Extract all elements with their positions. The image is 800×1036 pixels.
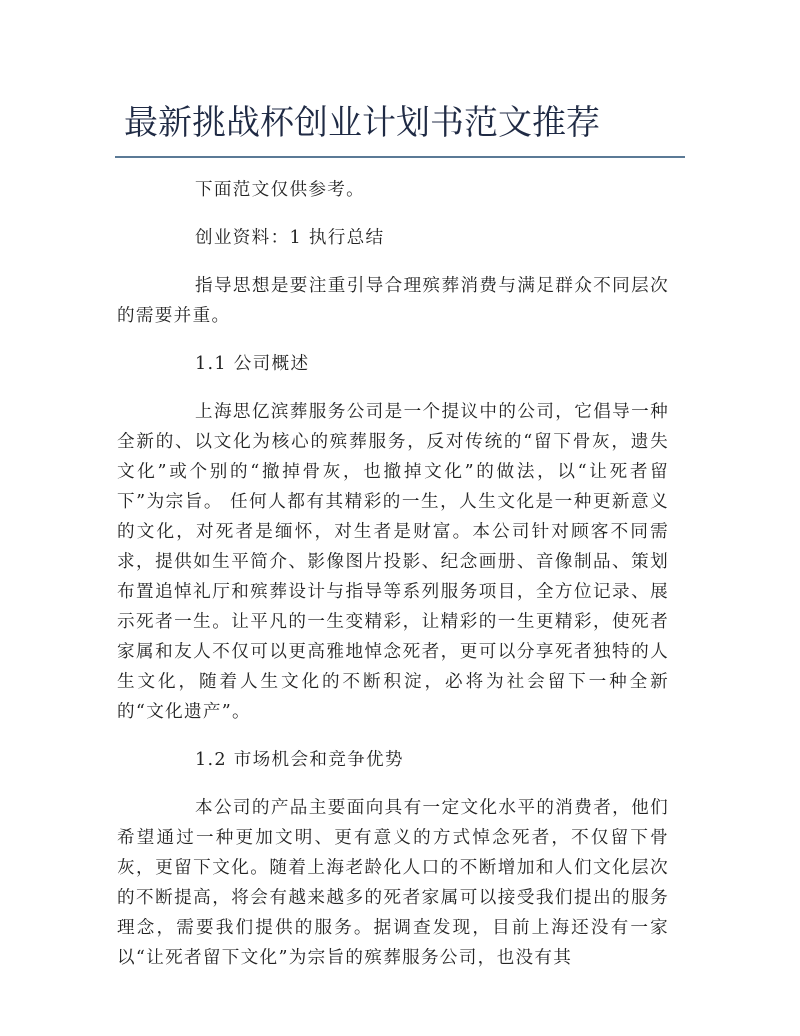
section-heading-market-opportunity: 1.2 市场机会和竞争优势 <box>195 750 404 770</box>
section-heading-executive-summary: 创业资料：1 执行总结 <box>195 228 385 248</box>
document-body <box>117 175 669 991</box>
title-divider <box>115 156 685 158</box>
paragraph-guiding-idea: 指导思想是要注重引导合理殡葬消费与满足群众不同层次的需要并重。 <box>117 276 669 326</box>
paragraph-company-overview: 上海思亿滨葬服务公司是一个提议中的公司，它倡导一种全新的、以文化为核心的殡葬服务，反对传统的“留下骨灰，遗失文化”或个别的“撤掉骨灰，也撤掉文化”的做法，以“让死者留下”为宗旨。 任何人都有其精彩的一生，人生文化是一种更新意义的文化，对死者是缅怀，对生者是财富。本公司针对顾客不同需求，提供如生平简介、影像图片投影、纪念画册、音像制品、策划布置追悼礼厅和殡葬设计与指导等系列服务项目，全方位记录、展示死者一生。让平凡的一生变精彩，让精彩的一生更精彩，使死者家属和友人不仅可以更高雅地悼念死者，更可以分享死者独特的人生文化，随着人生文化的不断积淀，必将为社会留下一种全新的“文化遗产”。 <box>117 402 669 722</box>
document-title: 最新挑战杯创业计划书范文推荐 <box>124 103 600 143</box>
section-heading-company-overview: 1.1 公司概述 <box>195 354 310 374</box>
paragraph-market-opportunity: 本公司的产品主要面向具有一定文化水平的消费者，他们希望通过一种更加文明、更有意义的方式悼念死者，不仅留下骨灰，更留下文化。随着上海老龄化人口的不断增加和人们文化层次的不断提高，将会有越来越多的死者家属可以接受我们提出的服务理念，需要我们提供的服务。据调查发现，目前上海还没有一家以“让死者留下文化”为宗旨的殡葬服务公司，也没有其 <box>117 798 669 968</box>
intro-note: 下面范文仅供参考。 <box>195 180 366 200</box>
